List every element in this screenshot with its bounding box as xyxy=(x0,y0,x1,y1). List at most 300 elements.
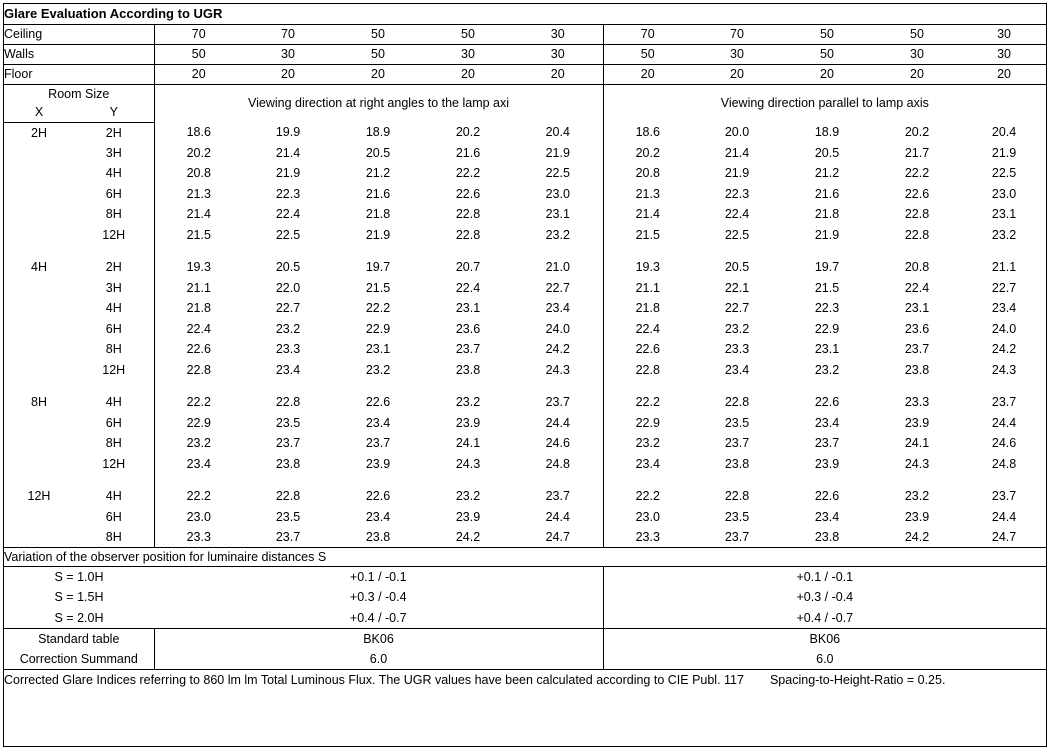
ceiling-value: 70 xyxy=(154,24,243,44)
room-x-blank xyxy=(4,225,74,246)
ugr-value: 20.5 xyxy=(365,145,391,160)
table-row xyxy=(4,339,1046,360)
room-x-blank xyxy=(4,360,74,381)
ugr-value: 20.7 xyxy=(455,260,481,275)
ugr-value: 22.9 xyxy=(365,321,391,336)
ugr-value: 24.4 xyxy=(513,507,603,528)
group-spacer xyxy=(4,380,1046,392)
ceiling-value: 50 xyxy=(782,24,872,44)
ugr-value: 23.2 xyxy=(724,321,750,336)
ugr-value: 22.3 xyxy=(724,186,750,201)
ugr-value: 22.1 xyxy=(724,280,750,295)
floor-value: 20 xyxy=(243,64,333,84)
ugr-value: 23.4 xyxy=(186,456,211,471)
ugr-table xyxy=(4,4,1046,691)
ugr-value: 20.5 xyxy=(275,260,301,275)
ugr-value: 22.4 xyxy=(724,207,750,222)
group-spacer xyxy=(4,474,1046,486)
ugr-value: 21.9 xyxy=(513,143,603,164)
ugr-value: 24.4 xyxy=(513,413,603,434)
ugr-value: 22.5 xyxy=(991,166,1017,181)
ceiling-value: 70 xyxy=(603,24,692,44)
ugr-value: 23.5 xyxy=(724,509,750,524)
walls-value: 30 xyxy=(962,44,1046,64)
ugr-value: 24.4 xyxy=(991,509,1017,524)
footer-note xyxy=(4,669,1046,691)
spacer-cell xyxy=(692,380,782,392)
ugr-value: 20.2 xyxy=(455,125,481,140)
room-x: 8H xyxy=(31,395,47,410)
room-y: 6H xyxy=(74,319,154,340)
variation-label: S = 1.0H xyxy=(54,570,104,584)
ugr-value: 22.4 xyxy=(455,280,481,295)
footer-row xyxy=(4,669,1046,691)
ugr-value: 23.4 xyxy=(365,509,391,524)
ugr-value: 24.6 xyxy=(991,436,1017,451)
floor-value: 20 xyxy=(962,64,1046,84)
room-y: 3H xyxy=(74,278,154,299)
ceiling-value: 70 xyxy=(243,24,333,44)
ugr-value: 21.9 xyxy=(724,166,750,181)
ugr-value: 23.3 xyxy=(904,395,930,410)
ugr-value: 23.2 xyxy=(455,489,481,504)
ugr-value: 18.9 xyxy=(814,125,840,140)
ugr-value: 18.6 xyxy=(186,125,211,140)
ugr-table-sheet xyxy=(3,3,1047,747)
ugr-value: 22.6 xyxy=(186,342,211,357)
ugr-value: 22.8 xyxy=(275,489,301,504)
ugr-value: 24.3 xyxy=(904,456,930,471)
correction-summand-row xyxy=(4,649,1046,670)
floor-value: 20 xyxy=(782,64,872,84)
ugr-value: 23.9 xyxy=(455,509,481,524)
ugr-value: 21.8 xyxy=(186,301,211,316)
ceiling-value: 50 xyxy=(872,24,962,44)
title-row xyxy=(4,4,1046,24)
spacer-cell xyxy=(333,474,423,486)
spacer-cell xyxy=(333,245,423,257)
axis-x-header: X xyxy=(4,103,74,122)
spacer-cell xyxy=(154,474,243,486)
ugr-value: 23.1 xyxy=(991,207,1017,222)
ugr-value: 20.8 xyxy=(635,166,660,181)
ugr-value: 24.6 xyxy=(513,433,603,454)
spacer-cell xyxy=(243,474,333,486)
ugr-value: 21.4 xyxy=(635,207,660,222)
ugr-value: 24.1 xyxy=(455,436,481,451)
ugr-value: 20.0 xyxy=(724,125,750,140)
ugr-value: 21.2 xyxy=(814,166,840,181)
spacer-cell xyxy=(154,380,243,392)
direction-header-parallel: Viewing direction parallel to lamp axis xyxy=(720,96,929,111)
ugr-value: 23.1 xyxy=(455,301,481,316)
spacer-cell xyxy=(782,380,872,392)
ugr-value: 21.5 xyxy=(186,227,211,242)
ugr-value: 21.6 xyxy=(365,186,391,201)
spacer-cell xyxy=(4,380,74,392)
spacer-cell xyxy=(872,245,962,257)
spacer-cell xyxy=(423,245,513,257)
standard-table-right: BK06 xyxy=(809,631,841,646)
ugr-value: 21.9 xyxy=(991,145,1017,160)
ugr-value: 22.0 xyxy=(275,280,301,295)
spacer-cell xyxy=(603,380,692,392)
ugr-value: 23.1 xyxy=(904,301,930,316)
ugr-value: 21.2 xyxy=(365,166,391,181)
room-y: 6H xyxy=(74,413,154,434)
room-y: 6H xyxy=(74,507,154,528)
room-x-blank xyxy=(4,298,74,319)
spacer-cell xyxy=(872,474,962,486)
ugr-value: 23.4 xyxy=(275,362,301,377)
ugr-value: 22.5 xyxy=(513,163,603,184)
reflectance-row-ceiling xyxy=(4,24,1046,44)
ugr-value: 23.7 xyxy=(513,392,603,413)
ugr-value: 22.6 xyxy=(814,489,840,504)
ugr-value: 22.3 xyxy=(275,186,301,201)
ugr-value: 22.8 xyxy=(275,395,301,410)
ugr-value: 22.7 xyxy=(513,278,603,299)
ugr-value: 18.6 xyxy=(635,125,660,140)
floor-value: 20 xyxy=(154,64,243,84)
ugr-value: 19.9 xyxy=(275,125,301,140)
ugr-value: 21.4 xyxy=(186,207,211,222)
ugr-value: 22.2 xyxy=(635,489,660,504)
variation-row xyxy=(4,608,1046,629)
row-label-walls: Walls xyxy=(4,44,154,64)
ugr-value: 22.9 xyxy=(814,321,840,336)
spacer-cell xyxy=(74,245,154,257)
ugr-value: 20.5 xyxy=(814,145,840,160)
variation-row xyxy=(4,567,1046,588)
ugr-value: 23.4 xyxy=(814,509,840,524)
ugr-value: 22.8 xyxy=(455,227,481,242)
ugr-value: 23.2 xyxy=(991,227,1017,242)
room-y: 8H xyxy=(74,339,154,360)
table-row xyxy=(4,454,1046,475)
walls-value: 30 xyxy=(243,44,333,64)
ugr-value: 23.3 xyxy=(603,527,692,548)
ugr-value: 18.9 xyxy=(365,125,391,140)
ugr-value: 21.1 xyxy=(186,280,211,295)
ugr-value: 23.1 xyxy=(365,342,391,357)
walls-value: 30 xyxy=(692,44,782,64)
ugr-value: 22.4 xyxy=(904,280,930,295)
ugr-value: 23.2 xyxy=(814,362,840,377)
ugr-value: 23.2 xyxy=(186,436,211,451)
ceiling-value: 50 xyxy=(423,24,513,44)
ugr-value: 24.3 xyxy=(455,456,481,471)
ugr-value: 23.9 xyxy=(365,456,391,471)
ugr-value: 23.9 xyxy=(455,415,481,430)
ugr-value: 23.5 xyxy=(275,415,301,430)
ugr-value: 23.4 xyxy=(365,415,391,430)
ugr-value: 23.6 xyxy=(455,321,481,336)
ugr-value: 23.3 xyxy=(154,527,243,548)
ugr-value: 24.3 xyxy=(991,362,1017,377)
ugr-value: 22.6 xyxy=(365,489,391,504)
table-row xyxy=(4,433,1046,454)
room-y: 4H xyxy=(74,486,154,507)
spacer-cell xyxy=(333,380,423,392)
ugr-value: 24.0 xyxy=(991,321,1017,336)
ugr-value: 20.2 xyxy=(904,125,930,140)
ugr-value: 21.6 xyxy=(455,145,481,160)
ugr-value: 21.9 xyxy=(275,166,301,181)
spacer-cell xyxy=(513,380,603,392)
direction-header-right-angles: Viewing direction at right angles to the lamp axi xyxy=(154,84,603,122)
variation-header: Variation of the observer position for luminaire distances S xyxy=(4,548,1046,567)
walls-value: 50 xyxy=(782,44,872,64)
variation-label: S = 1.5H xyxy=(54,590,104,605)
room-y: 8H xyxy=(74,527,154,548)
ugr-value: 22.9 xyxy=(635,415,660,430)
ugr-value: 23.4 xyxy=(513,298,603,319)
footer-text: Corrected Glare Indices referring to 860 lm lm Total Luminous Flux. The UGR values have been calculated according to CIE Publ. 117 xyxy=(4,673,744,688)
room-y: 6H xyxy=(74,184,154,205)
ugr-value: 21.4 xyxy=(724,145,750,160)
ugr-value: 23.7 xyxy=(455,342,481,357)
spacer-cell xyxy=(513,474,603,486)
room-y: 12H xyxy=(74,225,154,246)
room-x-blank xyxy=(4,319,74,340)
ugr-value: 21.8 xyxy=(814,207,840,222)
room-y: 2H xyxy=(74,257,154,278)
ugr-value: 21.0 xyxy=(513,257,603,278)
ugr-value: 22.7 xyxy=(275,301,301,316)
room-x-blank xyxy=(4,339,74,360)
ugr-value: 22.2 xyxy=(455,166,481,181)
ugr-value: 20.2 xyxy=(635,145,660,160)
spacer-cell xyxy=(423,474,513,486)
table-row xyxy=(4,184,1046,205)
room-size-header: Room Size xyxy=(4,84,154,103)
ugr-value: 23.5 xyxy=(275,509,301,524)
ugr-value: 23.0 xyxy=(186,509,211,524)
correction-summand-label: Correction Summand xyxy=(4,649,154,670)
ugr-value: 21.3 xyxy=(186,186,211,201)
standard-table-left: BK06 xyxy=(154,628,603,649)
room-x-blank xyxy=(4,143,74,164)
ugr-value: 22.6 xyxy=(635,342,660,357)
spacer-cell xyxy=(603,245,692,257)
table-row xyxy=(4,360,1046,381)
spacer-cell xyxy=(154,245,243,257)
table-row xyxy=(4,143,1046,164)
ugr-value: 23.1 xyxy=(814,342,840,357)
table-row xyxy=(4,163,1046,184)
room-x: 2H xyxy=(31,125,47,140)
ugr-value: 21.5 xyxy=(814,280,840,295)
ugr-value: 22.6 xyxy=(455,186,481,201)
correction-summand-right: 6.0 xyxy=(603,649,1046,670)
row-label-ceiling: Ceiling xyxy=(4,24,154,44)
ugr-value: 23.8 xyxy=(333,527,423,548)
ugr-value: 22.6 xyxy=(904,186,930,201)
variation-value-left: +0.4 / -0.7 xyxy=(154,608,603,629)
ugr-value: 23.2 xyxy=(365,362,391,377)
room-y: 12H xyxy=(74,454,154,475)
ugr-value: 22.4 xyxy=(275,207,301,222)
standard-table-row xyxy=(4,628,1046,649)
walls-value: 50 xyxy=(333,44,423,64)
ugr-value: 20.4 xyxy=(991,125,1017,140)
spacer-cell xyxy=(513,245,603,257)
ugr-value: 21.6 xyxy=(814,186,840,201)
room-x-blank xyxy=(4,433,74,454)
room-x-blank xyxy=(4,184,74,205)
floor-value: 20 xyxy=(692,64,782,84)
ugr-value: 23.4 xyxy=(991,301,1017,316)
table-row xyxy=(4,507,1046,528)
room-y: 3H xyxy=(74,143,154,164)
ugr-value: 23.7 xyxy=(814,436,840,451)
table-row xyxy=(4,319,1046,340)
ugr-value: 22.6 xyxy=(814,395,840,410)
ugr-value: 23.5 xyxy=(724,415,750,430)
ugr-value: 23.2 xyxy=(455,395,481,410)
ugr-value: 24.1 xyxy=(904,436,930,451)
ugr-value: 23.9 xyxy=(904,509,930,524)
ugr-value: 24.4 xyxy=(991,415,1017,430)
row-label-floor: Floor xyxy=(4,64,154,84)
ugr-value: 22.8 xyxy=(186,362,211,377)
ugr-value: 22.8 xyxy=(724,489,750,504)
ugr-value: 24.7 xyxy=(962,527,1046,548)
walls-value: 50 xyxy=(154,44,243,64)
footer-ratio: Spacing-to-Height-Ratio = 0.25. xyxy=(769,673,946,688)
ugr-value: 23.7 xyxy=(991,395,1017,410)
ugr-value: 22.4 xyxy=(635,321,660,336)
ugr-value: 22.8 xyxy=(724,395,750,410)
ugr-value: 23.4 xyxy=(724,362,750,377)
ugr-value: 23.7 xyxy=(513,486,603,507)
ugr-value: 22.8 xyxy=(455,207,481,222)
floor-value: 20 xyxy=(513,64,603,84)
floor-value: 20 xyxy=(603,64,692,84)
ugr-value: 23.7 xyxy=(724,436,750,451)
variation-value-right: +0.3 / -0.4 xyxy=(796,590,854,605)
ugr-value: 22.8 xyxy=(904,227,930,242)
ugr-value: 23.2 xyxy=(275,321,301,336)
ugr-value: 23.7 xyxy=(692,527,782,548)
ugr-value: 23.4 xyxy=(635,456,660,471)
room-y: 2H xyxy=(74,122,154,143)
ugr-value: 21.8 xyxy=(635,301,660,316)
room-y: 4H xyxy=(74,298,154,319)
ugr-value: 20.4 xyxy=(513,122,603,143)
table-row xyxy=(4,204,1046,225)
ugr-value: 23.7 xyxy=(904,342,930,357)
ugr-value: 21.5 xyxy=(365,280,391,295)
ugr-value: 22.5 xyxy=(275,227,301,242)
table-row xyxy=(4,486,1046,507)
section-header-row xyxy=(4,84,1046,103)
reflectance-row-walls xyxy=(4,44,1046,64)
ugr-value: 22.2 xyxy=(365,301,391,316)
room-y: 4H xyxy=(74,163,154,184)
room-x-blank xyxy=(4,163,74,184)
ugr-value: 19.3 xyxy=(186,260,211,275)
spacer-cell xyxy=(692,245,782,257)
ugr-value: 22.7 xyxy=(991,280,1017,295)
table-row xyxy=(4,122,1046,143)
ceiling-value: 50 xyxy=(333,24,423,44)
ugr-value: 24.3 xyxy=(513,360,603,381)
group-spacer xyxy=(4,245,1046,257)
table-row xyxy=(4,298,1046,319)
room-y: 8H xyxy=(74,433,154,454)
ugr-value: 23.2 xyxy=(635,436,660,451)
ugr-value: 22.8 xyxy=(904,207,930,222)
room-x: 12H xyxy=(27,489,51,504)
ugr-value: 23.8 xyxy=(904,362,930,377)
ugr-value: 20.5 xyxy=(724,260,750,275)
table-row xyxy=(4,392,1046,413)
spacer-cell xyxy=(962,245,1046,257)
walls-value: 30 xyxy=(872,44,962,64)
ugr-value: 23.0 xyxy=(513,184,603,205)
ugr-value: 22.2 xyxy=(186,489,211,504)
ugr-value: 23.8 xyxy=(782,527,872,548)
table-row xyxy=(4,225,1046,246)
walls-value: 30 xyxy=(423,44,513,64)
floor-value: 20 xyxy=(333,64,423,84)
ugr-value: 22.5 xyxy=(724,227,750,242)
ugr-value: 23.3 xyxy=(275,342,301,357)
table-row xyxy=(4,413,1046,434)
ugr-value: 23.8 xyxy=(724,456,750,471)
ugr-value: 20.8 xyxy=(904,260,930,275)
spacer-cell xyxy=(243,245,333,257)
variation-value-right: +0.4 / -0.7 xyxy=(603,608,1046,629)
variation-row xyxy=(4,587,1046,608)
ugr-value: 23.9 xyxy=(814,456,840,471)
ugr-value: 23.7 xyxy=(365,436,391,451)
ugr-value: 24.2 xyxy=(872,527,962,548)
spacer-cell xyxy=(692,474,782,486)
room-y: 12H xyxy=(74,360,154,381)
ugr-value: 23.7 xyxy=(275,436,301,451)
variation-value-left: +0.3 / -0.4 xyxy=(154,587,603,608)
table-row xyxy=(4,257,1046,278)
room-x: 4H xyxy=(31,260,47,275)
spacer-cell xyxy=(74,474,154,486)
correction-summand-left: 6.0 xyxy=(154,649,603,670)
axis-y-header: Y xyxy=(74,103,154,122)
ugr-value: 22.7 xyxy=(724,301,750,316)
ugr-value: 20.2 xyxy=(186,145,211,160)
ugr-value: 23.0 xyxy=(635,509,660,524)
spacer-cell xyxy=(4,474,74,486)
room-x-blank xyxy=(4,527,74,548)
ugr-value: 23.2 xyxy=(513,225,603,246)
ugr-value: 22.2 xyxy=(186,395,211,410)
floor-value: 20 xyxy=(872,64,962,84)
room-y: 4H xyxy=(74,392,154,413)
ugr-value: 19.7 xyxy=(814,260,840,275)
ugr-value: 19.7 xyxy=(365,260,391,275)
ugr-value: 23.7 xyxy=(991,489,1017,504)
ugr-value: 22.8 xyxy=(635,362,660,377)
ceiling-value: 70 xyxy=(692,24,782,44)
spacer-cell xyxy=(782,245,872,257)
spacer-cell xyxy=(74,380,154,392)
ugr-value: 23.9 xyxy=(904,415,930,430)
ugr-value: 24.7 xyxy=(513,527,603,548)
ugr-value: 19.3 xyxy=(635,260,660,275)
walls-value: 50 xyxy=(603,44,692,64)
